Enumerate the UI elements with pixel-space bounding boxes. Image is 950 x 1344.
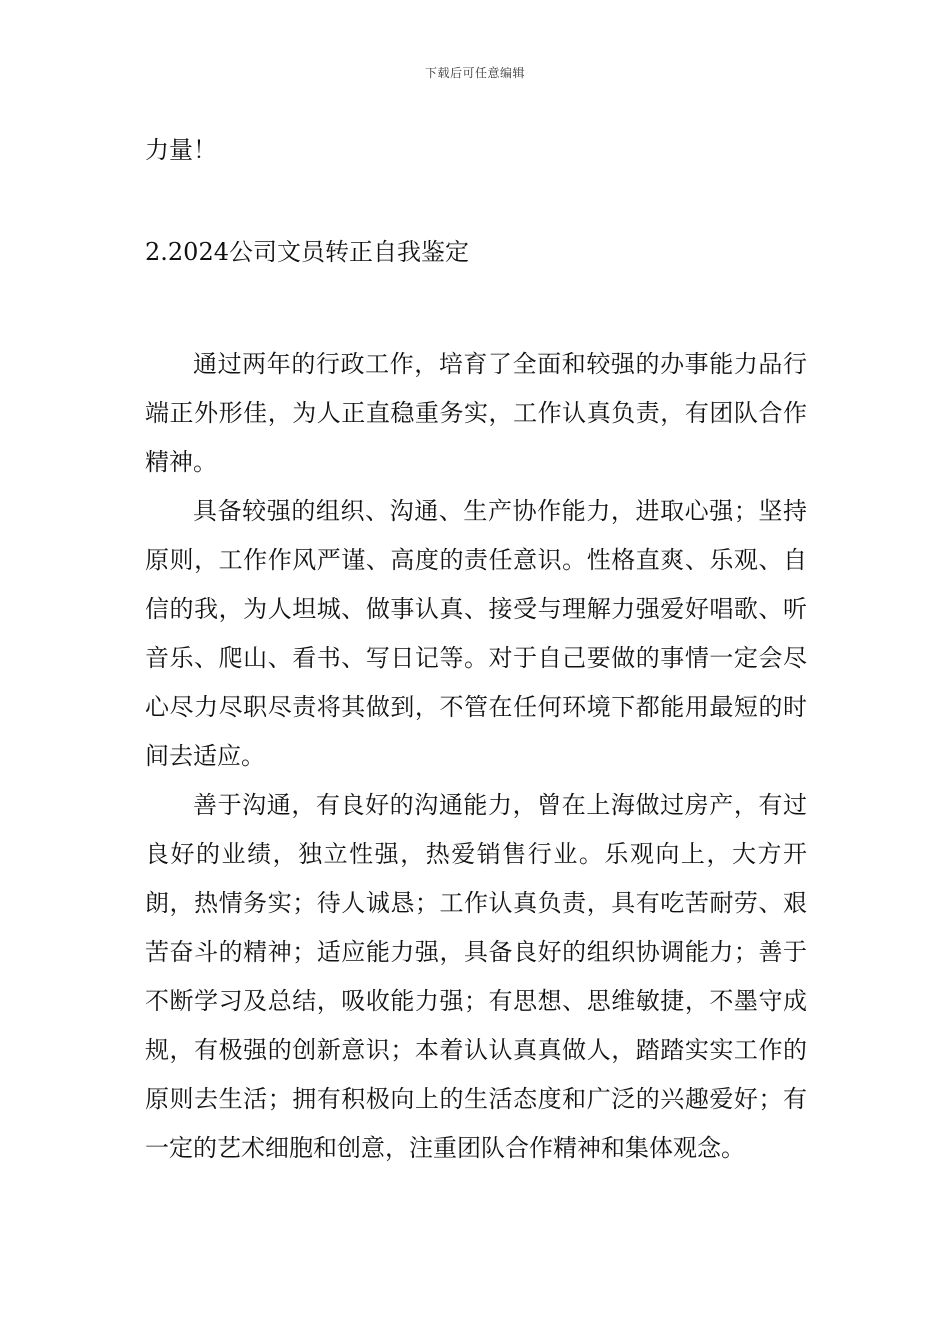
paragraph-1: 通过两年的行政工作，培育了全面和较强的办事能力品行端正外形佳，为人正直稳重务实，工作认真负责，有团队合作精神。 [145,350,807,476]
continuation-text: 力量！ [145,136,217,164]
section-title: 2.2024公司文员转正自我鉴定 [145,238,469,266]
paragraph-3: 善于沟通，有良好的沟通能力，曾在上海做过房产，有过良好的业绩，独立性强，热爱销售行业。乐观向上，大方开朗，热情务实；待人诚恳；工作认真负责，具有吃苦耐劳、艰苦奋斗的精神；适应能力强，具备良好的组织协调能力；善于不断学习及总结，吸收能力强；有思想、思维敏捷，不墨守成规，有极强的创新意识；本着认认真真做人，踏踏实实工作的原则去生活；拥有积极向上的生活态度和广泛的兴趣爱好；有一定的艺术细胞和创意，注重团队合作精神和集体观念。 [145,791,807,1162]
page-header: 下载后可任意编辑 [424,66,525,80]
paragraph-list [145,340,807,1173]
paragraph-2: 具备较强的组织、沟通、生产协作能力，进取心强；坚持原则，工作作风严谨、高度的责任意识。性格直爽、乐观、自信的我，为人坦城、做事认真、接受与理解力强爱好唱歌、听音乐、爬山、看书、写日记等。对于自己要做的事情一定会尽心尽力尽职尽责将其做到，不管在任何环境下都能用最短的时间去适应。 [145,497,807,770]
document-body [145,130,807,1173]
